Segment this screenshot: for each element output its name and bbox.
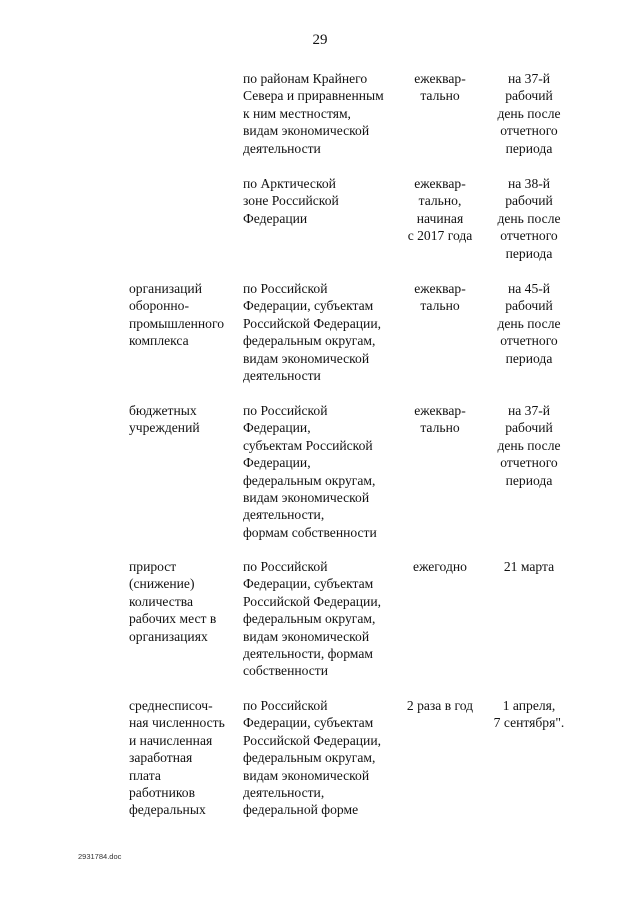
row-5-deadline: 21 марта [503,559,555,574]
row-3-frequency: ежеквар- тально [414,281,466,314]
row-6-indicator: среднесписоч- ная численность и начисленная заработная плата работников федеральных [129,698,225,818]
row-3-indicator: организаций оборонно- промышленного комплекса [129,281,225,349]
row-5-frequency: ежегодно [413,559,467,574]
row-2-deadline: на 38-й рабочий день после отчетного периода [497,176,561,261]
row-2-frequency: ежеквар- тально, начиная с 2017 года [407,176,473,244]
row-5-breakdown: по Российской Федерации, субъектам Российской Федерации, федеральным округам, видам экономической деятельности, формам собственности [243,559,381,679]
row-1-deadline: на 37-й рабочий день после отчетного периода [497,71,561,156]
row-3-deadline: на 45-й рабочий день после отчетного периода [497,281,561,366]
row-1-frequency: ежеквар- тально [414,71,466,104]
row-2-breakdown: по Арктической зоне Российской Федерации [243,176,339,226]
row-4-deadline: на 37-й рабочий день после отчетного периода [497,403,561,488]
row-6-deadline: 1 апреля, 7 сентября". [493,698,565,731]
row-1-breakdown: по районам Крайнего Севера и приравненным к ним местностям, видам экономической деятельности [243,71,384,156]
row-6-breakdown: по Российской Федерации, субъектам Российской Федерации, федеральным округам, видам экономической деятельности, федеральной форме [243,698,381,818]
page-number: 29 [312,32,328,48]
document-filename: 2931784.doc [78,852,122,861]
row-6-frequency: 2 раза в год [406,698,474,713]
row-4-breakdown: по Российской Федерации, субъектам Российской Федерации, федеральным округам, видам экономической деятельности, формам собственности [243,403,377,540]
row-5-indicator: прирост (снижение) количества рабочих мест в организациях [129,559,217,644]
row-4-indicator: бюджетных учреждений [129,403,200,436]
row-3-breakdown: по Российской Федерации, субъектам Российской Федерации, федеральным округам, видам экономической деятельности [243,281,381,384]
row-4-frequency: ежеквар- тально [414,403,466,436]
